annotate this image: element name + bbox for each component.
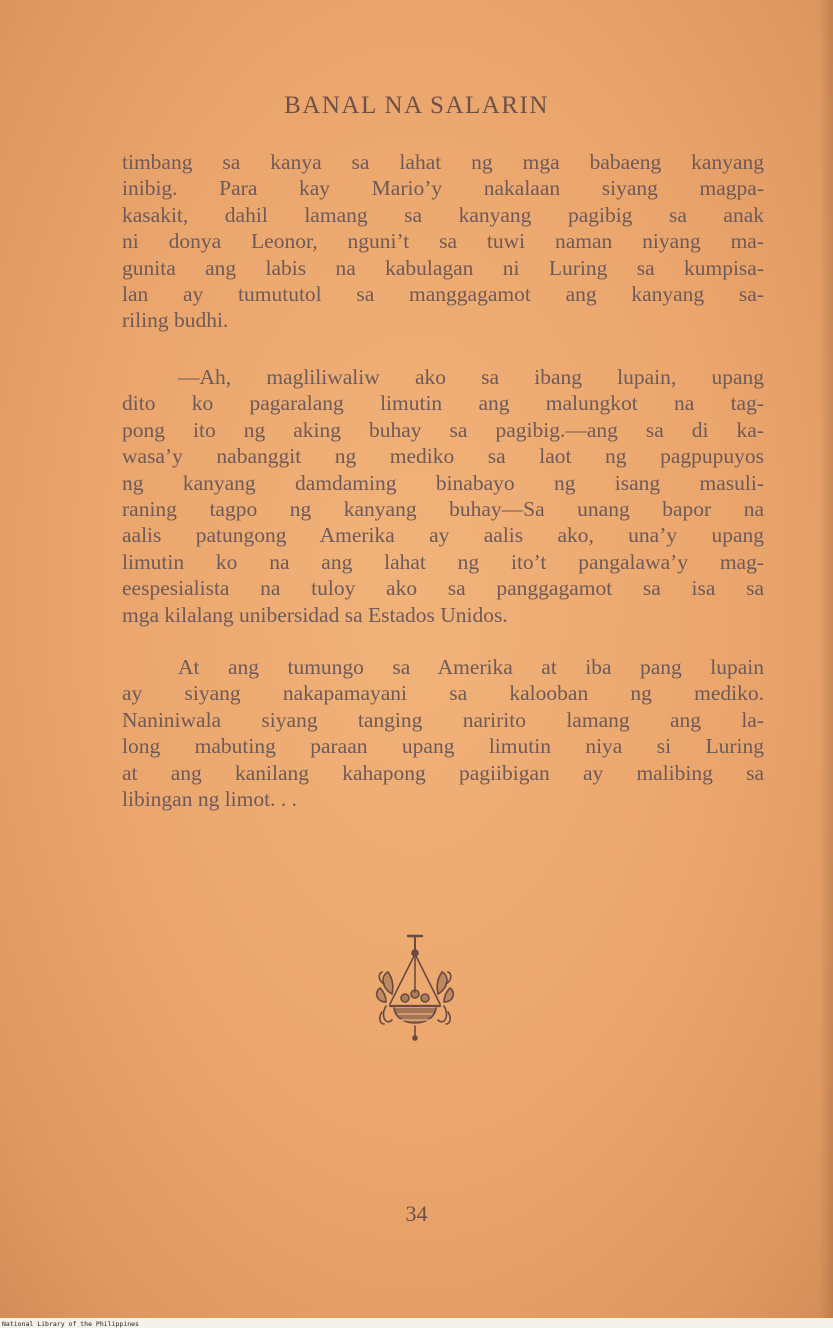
text-line: wasa’y nabanggit ng mediko sa laot ng pagpupuyos: [122, 444, 764, 469]
text-line: inibig. Para kay Mario’y nakalaan siyang magpa-: [122, 176, 764, 201]
text-line: ng kanyang damdaming binabayo ng isang masuli-: [122, 470, 764, 495]
text-line: at ang kanilang kahapong pagiibigan ay malibing sa: [122, 760, 764, 785]
text-line: gunita ang labis na kabulagan ni Luring sa kumpisa-: [122, 255, 764, 280]
text-line: Naniniwala siyang tanging naririto lamang ang la-: [122, 707, 764, 732]
paragraph-3: [122, 654, 764, 812]
footer-credit: National Library of the Philippines: [2, 1320, 139, 1328]
text-line: lan ay tumututol sa manggagamot ang kanyang sa-: [122, 281, 764, 306]
text-line: long mabuting paraan upang limutin niya si Luring: [122, 734, 764, 759]
text-line: raning tagpo ng kanyang buhay—Sa unang bapor na: [122, 496, 764, 521]
text-line: pong ito ng aking buhay sa pagibig.—ang sa di ka-: [122, 417, 764, 442]
page-edge-shadow: [819, 0, 833, 1318]
running-head: BANAL NA SALARIN: [284, 92, 549, 119]
page-number: 34: [405, 1201, 428, 1226]
text-line: limutin ko na ang lahat ng ito’t pangalawa’y mag-: [122, 549, 764, 574]
text-line: riling budhi.: [122, 308, 229, 333]
text-line: dito ko pagaralang limutin ang malungkot na tag-: [122, 391, 764, 416]
text-line: ni donya Leonor, nguni’t sa tuwi naman niyang ma-: [122, 229, 764, 254]
text-line: At ang tumungo sa Amerika at iba pang lupain: [178, 655, 764, 679]
paragraph-2: [122, 364, 764, 628]
hanging-flower-basket-icon: [372, 932, 458, 1044]
text-line: kasakit, dahil lamang sa kanyang pagibig sa anak: [122, 202, 764, 227]
text-line: —Ah, magliliwaliw ako sa ibang lupain, upang: [178, 365, 764, 389]
text-line: eespesialista na tuloy ako sa panggagamot sa isa sa: [122, 576, 764, 601]
text-line: mga kilalang unibersidad sa Estados Unidos.: [122, 602, 508, 627]
text-line: libingan ng limot. . .: [122, 786, 297, 811]
text-line: timbang sa kanya sa lahat ng mga babaeng kanyang: [122, 150, 764, 174]
text-line: ay siyang nakapamayani sa kalooban ng mediko.: [122, 681, 764, 706]
text-line: aalis patungong Amerika ay aalis ako, una’y upang: [122, 523, 764, 548]
paragraph-1: [122, 149, 764, 334]
